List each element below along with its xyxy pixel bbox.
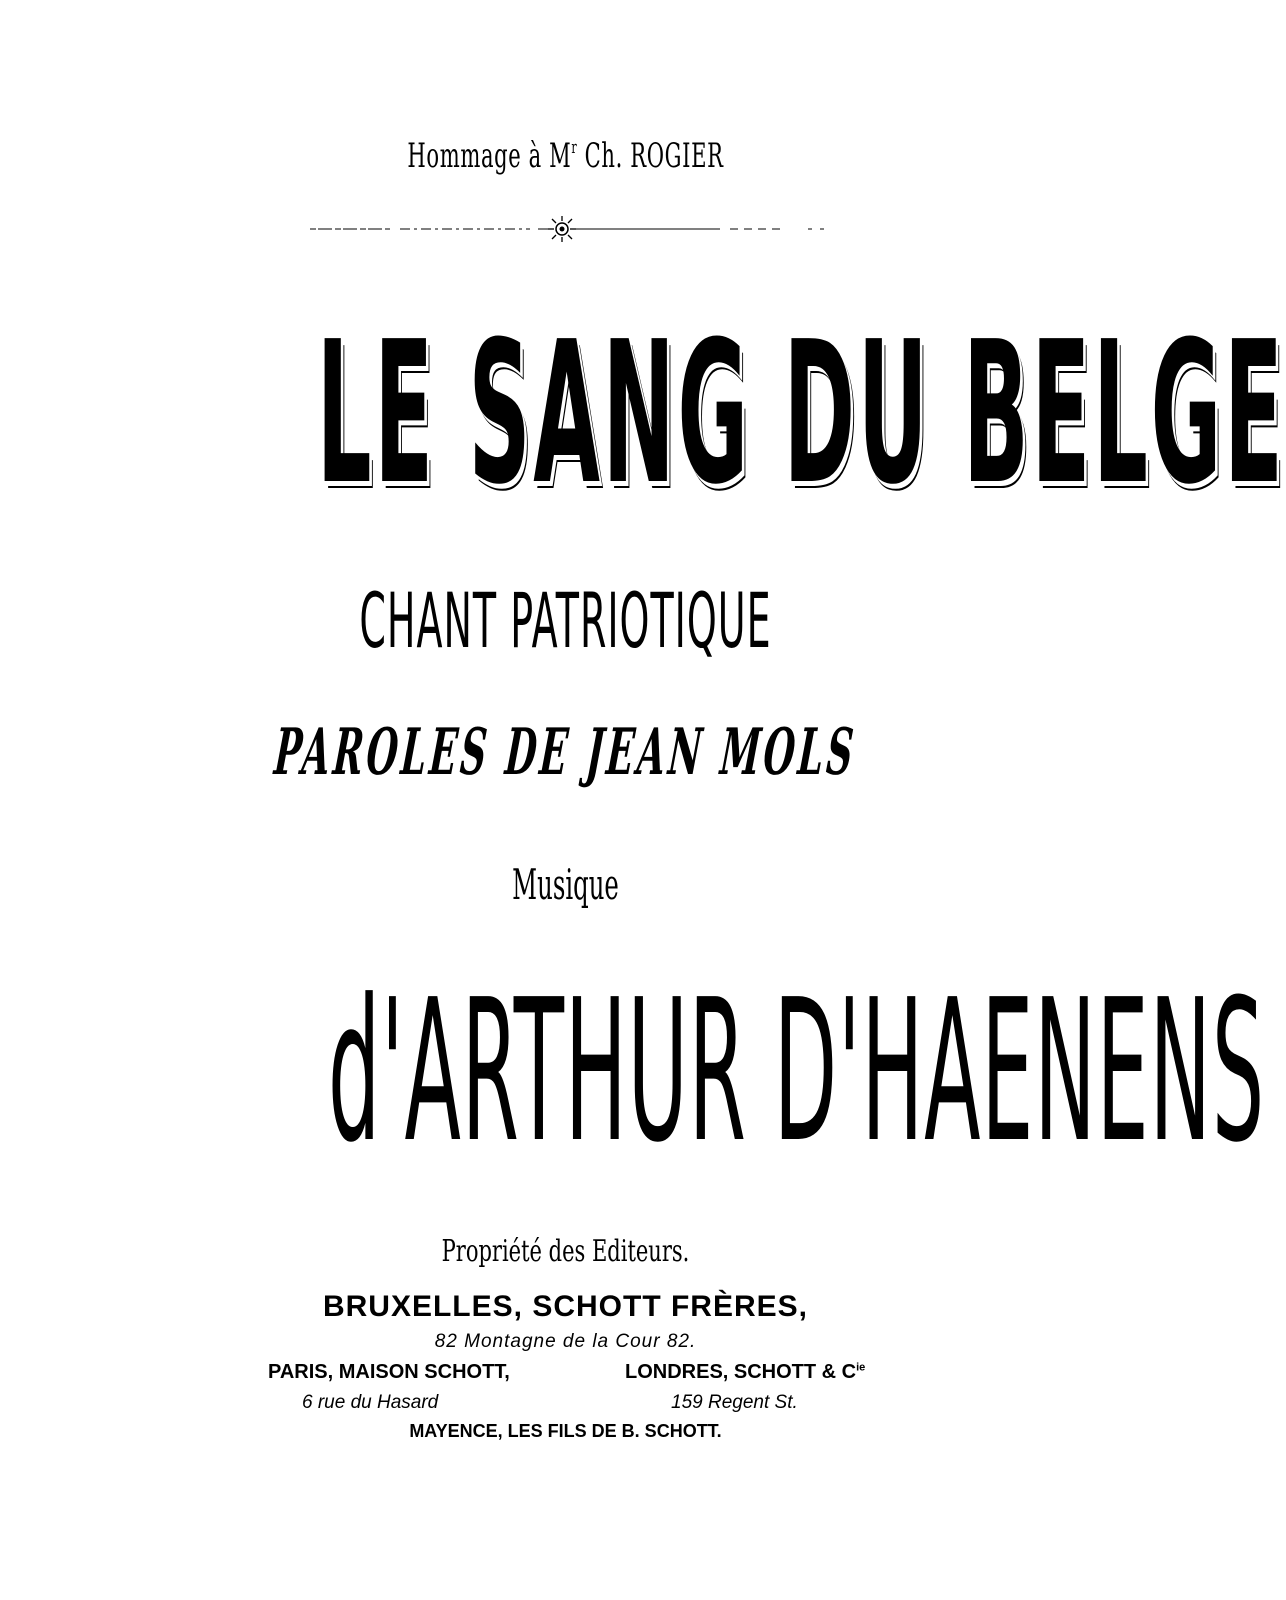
composer-name: d'ARTHUR D'HAENENS [327,958,1265,1186]
ornament-divider [310,214,830,244]
dedication-title: $M^r$ [549,136,578,176]
publisher-london-name: LONDRES, SCHOTT & $C^{ie}$ [625,1361,866,1383]
publisher-main-address: 82 Montagne de la Cour 82. [434,1331,697,1352]
dedication-line [215,136,916,176]
dedication-prefix: Hommage à [407,136,542,176]
publisher-mayence-name: MAYENCE, LES FILS DE B. SCHOTT. [409,1421,722,1441]
lyricist-credit: PAROLES DE JEAN MOLS [271,715,860,790]
page-title: LE SANG DU BELGE [316,300,1286,528]
music-label: Musique [512,860,619,909]
publisher-london-address: 159 Regent St. [671,1392,798,1413]
subtitle: CHANT PATRIOTIQUE [359,576,772,665]
publisher-main-name: BRUXELLES, SCHOTT FRÈRES, [322,1290,809,1323]
publisher-paris-name: PARIS, MAISON SCHOTT, [268,1361,510,1383]
dedication-name: Ch. ROGIER [584,136,724,176]
publisher-paris-address: 6 rue du Hasard [302,1392,439,1413]
property-notice: Propriété des Editeurs. [441,1234,690,1269]
ornament-sun-icon [548,216,576,242]
